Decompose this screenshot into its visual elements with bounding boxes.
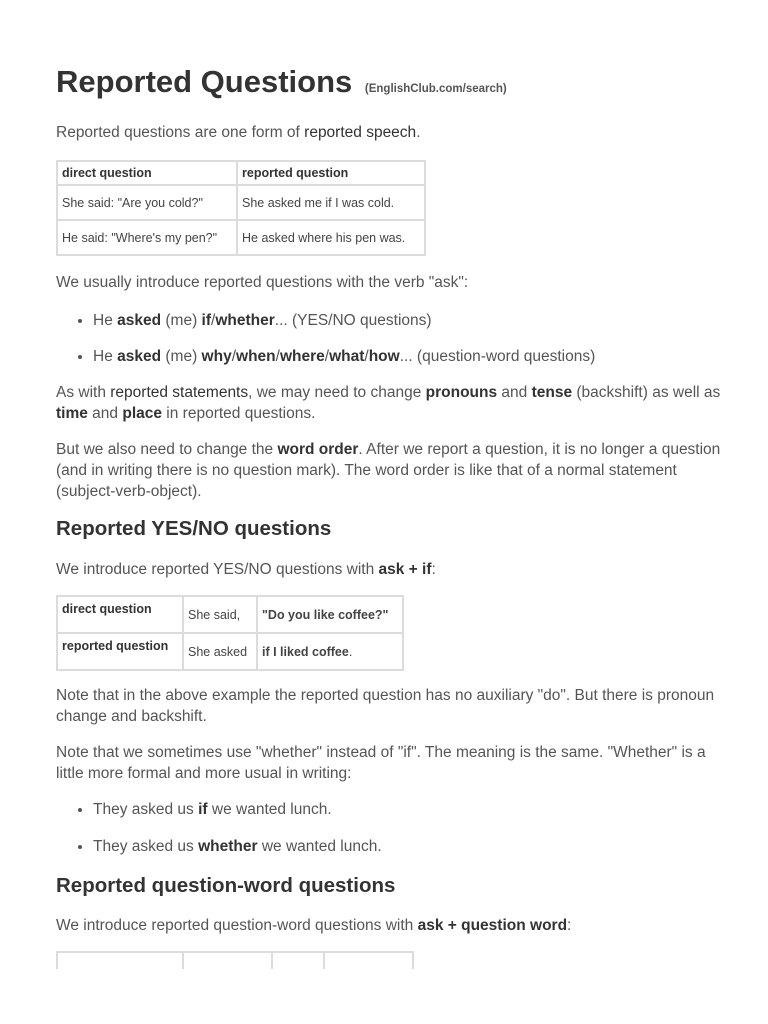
examples-table — [56, 160, 426, 256]
table-row — [57, 596, 403, 633]
section-heading-yesno: Reported YES/NO questions — [56, 517, 332, 540]
section-heading-question-word: Reported question-word questions — [56, 874, 396, 897]
table-cell: "Do you like coffee?" — [257, 596, 403, 633]
note-paragraph-1: Note that in the above example the reported question has no auxiliary "do". But there is pronoun change and backshift. — [56, 687, 715, 725]
table-cell: reported question — [57, 633, 183, 670]
ask-usage-list — [56, 310, 595, 367]
statements-paragraph: As with reported statements, we may need to change pronouns and tense (backshift) as well as time and place in reported questions. — [56, 384, 721, 422]
list-item: • They asked us if we wanted lunch. — [93, 799, 382, 820]
word-order-paragraph: But we also need to change the word order. After we report a question, it is no longer a question (and in writing there is no question mark). The word order is like that of a normal statement (subject-verb-object). — [56, 441, 721, 500]
list-item: • He asked (me) if/whether... (YES/NO questions) — [93, 310, 595, 331]
table-cell: He said: "Where's my pen?" — [57, 220, 237, 255]
verb-intro-paragraph: We usually introduce reported questions with the verb "ask": — [56, 274, 469, 291]
table-cell: direct question — [57, 596, 183, 633]
table-row — [57, 220, 425, 255]
reported-statements-link[interactable]: reported statements — [110, 384, 249, 401]
note-paragraph-2: Note that we sometimes use "whether" instead of "if". The meaning is the same. "Whether" is a little more formal and more usual in writing: — [56, 744, 706, 782]
table-row — [57, 185, 425, 220]
list-item: • They asked us whether we wanted lunch. — [93, 836, 382, 857]
table-cell: She asked — [183, 633, 257, 670]
page-title-text: Reported Questions — [56, 64, 353, 99]
table-cell: She said, — [183, 596, 257, 633]
reported-speech-link[interactable]: reported speech — [304, 124, 417, 141]
question-word-intro-paragraph: We introduce reported question-word questions with ask + question word: — [56, 917, 572, 934]
table-cell: if I liked coffee. — [257, 633, 403, 670]
source-link[interactable]: (EnglishClub.com/search) — [364, 83, 507, 95]
intro-paragraph: Reported questions are one form of reported speech. — [56, 124, 421, 141]
yesno-table — [56, 595, 404, 671]
table-header-row — [57, 161, 425, 185]
table-row — [57, 633, 403, 670]
question-word-table-top — [56, 951, 414, 969]
yesno-intro-paragraph: We introduce reported YES/NO questions with ask + if: — [56, 561, 436, 578]
list-item: • He asked (me) why/when/where/what/how... (question-word questions) — [93, 346, 595, 367]
table-cell: She said: "Are you cold?" — [57, 185, 237, 220]
whether-examples-list — [56, 799, 382, 857]
page-title — [56, 64, 507, 100]
table-header-cell: direct question — [57, 161, 237, 185]
table-header-cell: reported question — [237, 161, 425, 185]
table-cell: She asked me if I was cold. — [237, 185, 425, 220]
table-cell: He asked where his pen was. — [237, 220, 425, 255]
